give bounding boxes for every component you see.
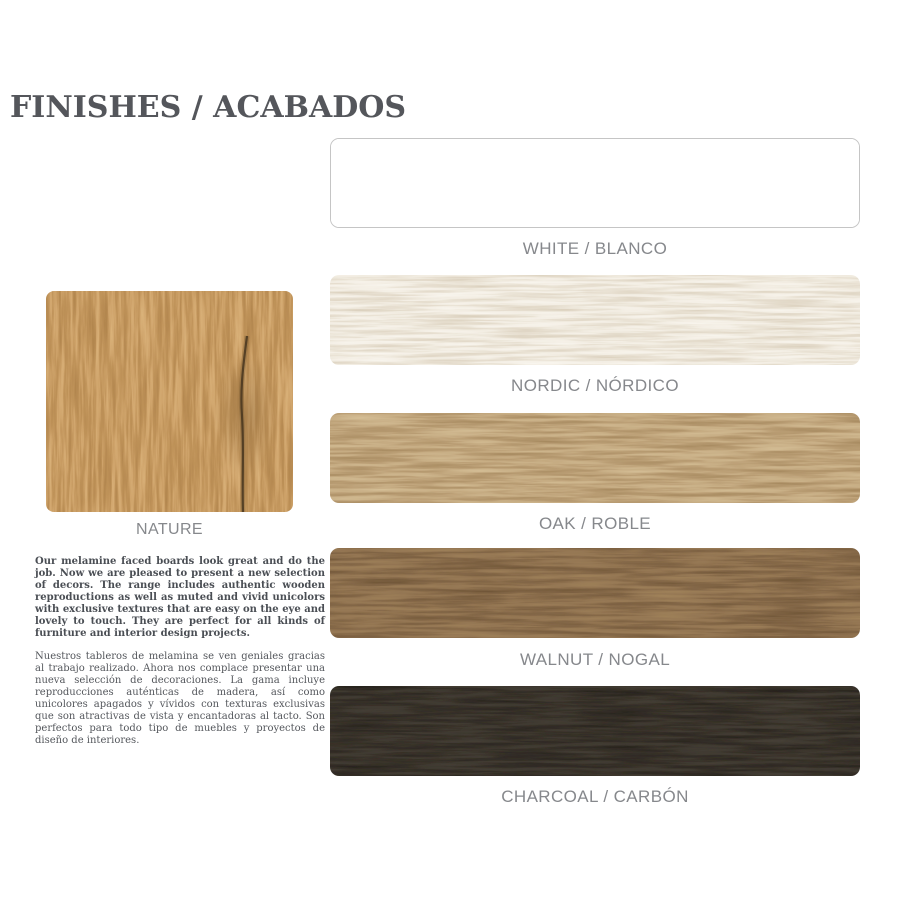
swatch-label-nature: NATURE [136, 521, 203, 538]
swatch-nordic [330, 275, 860, 365]
wood-grain-graphic-nordic [330, 275, 860, 365]
wood-grain-graphic-nature [46, 291, 293, 512]
charcoal-base-rect [330, 686, 860, 776]
oak-base-rect [330, 413, 860, 503]
nature-knot-shading [214, 354, 278, 478]
swatch-white [330, 138, 860, 228]
swatch-label-charcoal: CHARCOAL / CARBÓN [501, 787, 689, 806]
white-base-rect [331, 139, 859, 227]
wood-grain-graphic-charcoal [330, 686, 860, 776]
wood-grain-graphic-walnut [330, 548, 860, 638]
walnut-base-rect [330, 548, 860, 638]
description-block [35, 556, 325, 758]
wood-grain-graphic-oak [330, 413, 860, 503]
page-title: FINISHES / ACABADOS [10, 90, 407, 126]
swatch-oak [330, 413, 860, 503]
swatch-label-walnut: WALNUT / NOGAL [519, 650, 671, 669]
swatch-label-white: WHITE / BLANCO [522, 239, 668, 258]
nordic-base-rect [330, 275, 860, 365]
white-swatch-graphic [331, 139, 859, 227]
swatch-charcoal [330, 686, 860, 776]
swatch-walnut [330, 548, 860, 638]
swatch-nature [46, 291, 293, 512]
description-spanish: Nuestros tableros de melamina se ven geniales gracias al trabajo realizado. Ahora nos complace presentar una nueva selección de decoraciones. La gama incluye reproducciones auténticas de madera, así como unicolores apagados y vívidos con texturas exclusivas que son atractivas de vista y encantadoras al tacto. Son perfectos para todo tipo de muebles y proyectos de diseño de interiores. [35, 651, 325, 746]
swatch-label-oak: OAK / ROBLE [538, 514, 652, 533]
swatch-label-nordic: NORDIC / NÓRDICO [511, 376, 679, 395]
description-english: Our melamine faced boards look great and do the job. Now we are pleased to present a new selection of decors. The range includes authentic wooden reproductions as well as muted and vivid unicolors with exclusive textures that are easy on the eye and lovely to touch. They are perfect for all kinds of furniture and interior design projects. [35, 556, 325, 639]
